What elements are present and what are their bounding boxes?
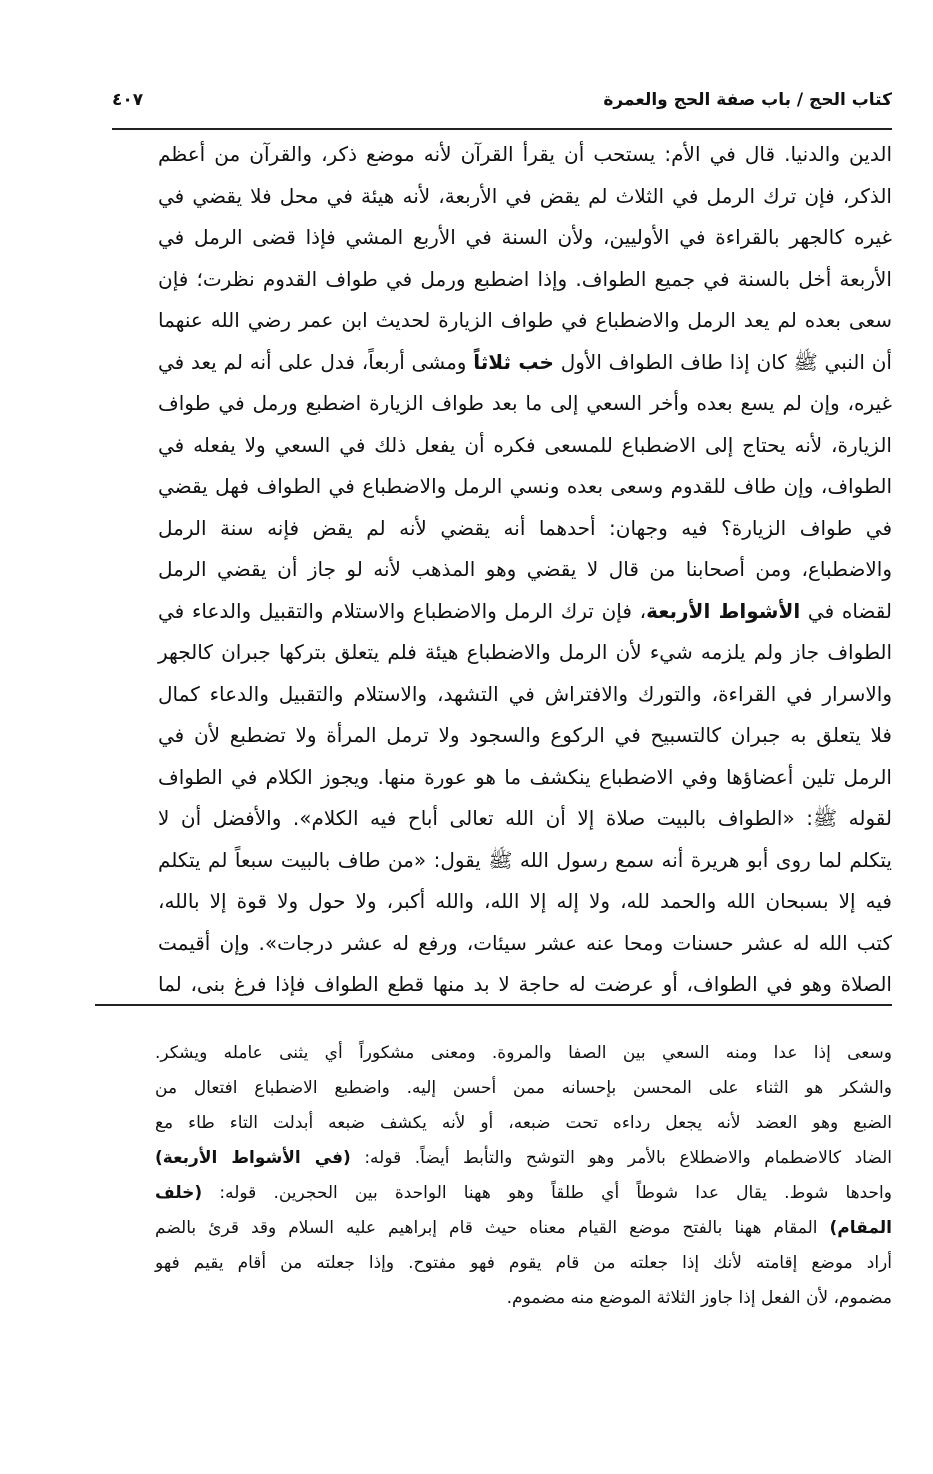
- footnote-line: [155, 1281, 892, 1316]
- text-line: [158, 798, 892, 840]
- text-segment: الطواف جاز ولم يلزمه شيء لأن الرمل والاضطباع هيئة فلم يتعلق بتركها جبران كالجهر: [158, 640, 892, 664]
- page-number: ٤٠٧: [112, 90, 144, 110]
- text-segment: الصلاة وهو في الطواف، أو عرضت له حاجة لا بد منها قطع الطواف فإذا فرغ بنى، لما: [158, 972, 892, 996]
- text-line: [158, 508, 892, 550]
- text-segment: في طواف الزيارة؟ فيه وجهان: أحدهما أنه يقضي لأنه لم يقض فإنه سنة الرمل: [158, 515, 892, 540]
- text-segment: فلا يتعلق به جبران كالتسبيح في الركوع والسجود ولا ترمل المرأة ولا تضطبع لأن في: [158, 723, 892, 747]
- text-segment: لقضاه في: [800, 598, 892, 623]
- footnote-line: [155, 1211, 892, 1246]
- text-segment: المقام ههنا بالفتح موضع القيام معناه حيث قام إبراهيم عليه السلام وقد قرئ بالضم: [155, 1218, 830, 1238]
- text-segment: سعى بعده لم يعد الرمل والاضطباع في طواف الزيارة لحديث ابن عمر رضي الله عنهما: [158, 308, 892, 332]
- footnote-line: [155, 1106, 892, 1141]
- footnote-line: [155, 1141, 892, 1176]
- bold-text-segment: الأشواط الأربعة: [646, 598, 801, 623]
- bold-text-segment: (في الأشواط الأربعة): [155, 1148, 351, 1168]
- footnote-line: [155, 1071, 892, 1106]
- text-segment: لقوله ﷺ: «الطواف بالبيت صلاة إلا أن الله تعالى أباح فيه الكلام». والأفضل أن لا: [158, 806, 892, 830]
- text-segment: والاضطباع، ومن أصحابنا من قال لا يقضي وهو المذهب لأنه لو جاز أن يقضي الرمل: [158, 557, 892, 581]
- text-line: [158, 964, 892, 1006]
- bold-text-segment: خب ثلاثاً: [473, 349, 554, 374]
- text-segment: ومشى أربعاً، فدل على أنه لم يعد في: [158, 349, 474, 374]
- header-rule: [112, 128, 892, 130]
- text-line: [158, 674, 892, 716]
- text-line: [158, 425, 892, 467]
- text-line: [158, 176, 892, 218]
- footnote-line: [155, 1176, 892, 1211]
- text-segment: الأربعة أخل بالسنة في جميع الطواف. وإذا اضطبع ورمل في طواف القدوم نظرت؛ فإن: [158, 266, 892, 291]
- text-segment: الضبع وهو العضد لأنه يجعل رداءه تحت ضبعه، أو لأنه يكشف ضبعه أبدلت التاء طاء مع: [155, 1113, 892, 1133]
- running-header: [112, 90, 892, 120]
- text-segment: الرمل تلين أعضاؤها وفي الاضطباع ينكشف ما هو عورة منها. ويجوز الكلام في الطواف: [158, 764, 892, 789]
- main-text: [158, 134, 892, 1006]
- text-segment: مضموم، لأن الفعل إذا جاوز الثلاثة الموضع منه مضموم.: [506, 1288, 892, 1308]
- text-line: [158, 466, 892, 508]
- text-segment: الذكر، فإن ترك الرمل في الثلاث لم يقض في الأربعة، لأنه هيئة في محل فلا يقضي في: [158, 183, 892, 208]
- text-segment: واحدها شوط. يقال عدا شوطاً أي طلقاً وهو ههنا الواحدة بين الحجرين. قوله:: [202, 1183, 892, 1203]
- text-segment: غيره كالجهر بالقراءة في الأوليين، ولأن السنة في الأربع المشي فإذا قضى الرمل في: [158, 225, 892, 249]
- footnote-line: [155, 1246, 892, 1281]
- text-segment: أن النبي ﷺ كان إذا طاف الطواف الأول: [553, 349, 892, 374]
- text-line: [158, 757, 892, 799]
- text-line: [158, 342, 892, 384]
- text-segment: والشكر هو الثناء على المحسن بإحسانه ممن أحسن إليه. واضطبع الاضطباع افتعال من: [155, 1078, 892, 1098]
- text-segment: كتب الله له عشر حسنات ومحا عنه عشر سيئات، ورفع له عشر درجات». وإن أقيمت: [158, 930, 892, 955]
- text-line: [158, 259, 892, 301]
- running-title: كتاب الحج / باب صفة الحج والعمرة: [603, 90, 892, 110]
- text-line: [158, 300, 892, 342]
- bold-text-segment: (خلف: [155, 1183, 203, 1203]
- text-segment: الدين والدنيا. قال في الأم: يستحب أن يقرأ القرآن لأنه موضع ذكر، والقرآن من أعظم: [158, 142, 892, 166]
- text-segment: أراد موضع إقامته لأنك إذا جعلته من قام يقوم فهو مفتوح. وإذا جعلته من أقام يقيم فهو: [155, 1253, 892, 1273]
- text-segment: فيه إلا بسبحان الله والحمد لله، ولا إله إلا الله، والله أكبر، ولا حول ولا قوة إلا بالله،: [158, 889, 892, 913]
- bold-text-segment: المقام): [829, 1218, 892, 1238]
- footnotes: [155, 1036, 892, 1316]
- text-segment: وسعى إذا عدا ومنه السعي بين الصفا والمروة. ومعنى مشكوراً أي يثنى عامله ويشكر.: [155, 1043, 892, 1063]
- text-segment: يتكلم لما روى أبو هريرة أنه سمع رسول الله ﷺ يقول: «من طاف بالبيت سبعاً لم يتكلم: [158, 847, 892, 872]
- text-line: [158, 881, 892, 923]
- text-line: [158, 134, 892, 176]
- text-segment: ، فإن ترك الرمل والاضطباع والاستلام والتقبيل والدعاء في: [158, 598, 647, 623]
- footnote-rule: [95, 1004, 892, 1006]
- text-segment: غيره، وإن لم يسع بعده وأخر السعي إلى ما بعد طواف الزيارة اضطبع ورمل في طواف: [158, 391, 892, 415]
- text-line: [158, 715, 892, 757]
- text-line: [158, 591, 892, 633]
- text-line: [158, 549, 892, 591]
- footnote-line: [155, 1036, 892, 1071]
- text-line: [158, 632, 892, 674]
- text-line: [158, 383, 892, 425]
- text-segment: الطواف، وإن طاف للقدوم وسعى بعده ونسي الرمل والاضطباع في الطواف فهل يقضي: [158, 474, 892, 498]
- text-segment: الضاد كالاضطمام والاضطلاع بالأمر وهو التوشح والتأبط أيضاً. قوله:: [350, 1148, 892, 1168]
- text-line: [158, 923, 892, 965]
- text-line: [158, 840, 892, 882]
- text-segment: الزيارة، لأنه يحتاج إلى الاضطباع للمسعى فكره أن يفعل ذلك في السعي ولا يفعله في: [158, 432, 892, 457]
- text-segment: والاسرار في القراءة، والتورك والافتراش في التشهد، والاستلام والتقبيل والدعاء كمال: [158, 681, 892, 706]
- text-line: [158, 217, 892, 259]
